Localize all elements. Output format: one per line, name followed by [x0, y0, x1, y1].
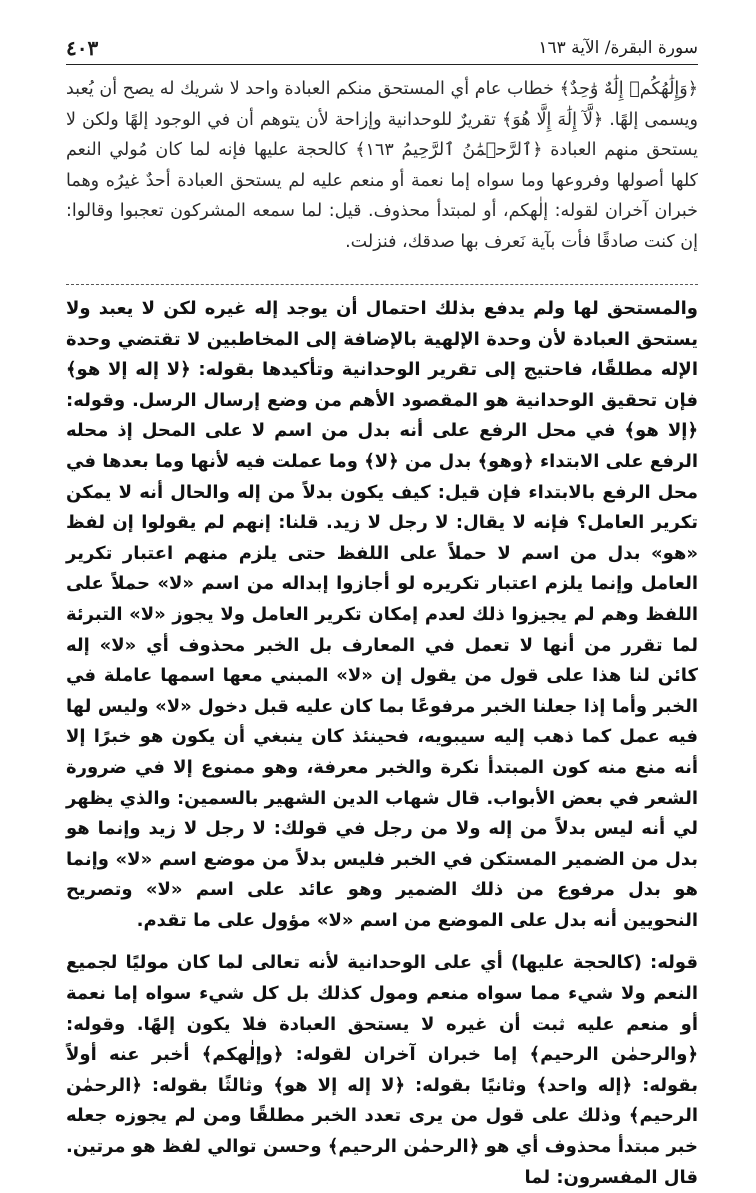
section-divider: [66, 284, 698, 285]
page-number: ٤٠٣: [66, 36, 99, 60]
running-title: سورة البقرة/ الآية ١٦٣: [538, 38, 698, 58]
gloss-paragraph-2: [66, 948, 698, 1193]
running-header: [66, 30, 698, 65]
gloss-paragraph-2-text: (كالحجة عليها) أي على الوحدانية لأنه تعالى لما كان موليًا لجميع النعم ولا شيء مما سواه منعم ومول كذلك بل كل شيء سواه إما نعمة أو منعم عليه ثبت أن غيره لا يستحق العبادة فلا يكون إلهًا. وقوله: ﴿والرحمٰن الرحيم﴾ إما خبران آخران لقوله: ﴿وإلٰهكم﴾ أخبر عنه أولاً بقوله: ﴿إله واحد﴾ وثانيًا بقوله: ﴿لا إله إلا هو﴾ وثالثًا بقوله: ﴿الرحمٰن الرحيم﴾ وذلك على قول من يرى تعدد الخبر مطلقًا ومن لم يجوزه جعله خبر مبتدأ محذوف أي هو ﴿الرحمٰن الرحيم﴾ وحسن توالي لفظ هو مرتين. قال المفسرون: لما: [66, 952, 698, 1188]
gloss-keyword: قوله:: [650, 952, 698, 974]
gloss-paragraph-1: والمستحق لها ولم يدفع بذلك احتمال أن يوجد إله غيره لكن لا يعبد ولا يستحق العبادة لأن وحدة الإلهية بالإضافة إلى المخاطبين لا تقتضي وحدة الإله مطلقًا، فاحتيج إلى تقرير الوحدانية وتأكيدها بقوله: ﴿لا إله إلا هو﴾ فإن تحقيق الوحدانية هو المقصود الأهم من وضع إرسال الرسل. وقوله: ﴿إلا هو﴾ في محل الرفع على أنه بدل من اسم لا على المحل إذ محله الرفع على الابتداء ﴿وهو﴾ بدل من ﴿لا﴾ وما عملت فيه لأنها وما بعدها في محل الرفع بالابتداء فإن قيل: كيف يكون بدلاً من إله والحال أنه لا يمكن تكرير العامل؟ فإنه لا يقال: لا رجل لا زيد. قلنا: إنهم لم يقولوا إن لفظ «هو» بدل من اسم لا حملاً على اللفظ حتى يلزم منهم اعتبار تكرير العامل وإنما يلزم اعتبار تكريره لو أجازوا إبداله من اسم «لا» حملاً على اللفظ وهم لم يجيزوا ذلك لعدم إمكان تكرير العامل ولا يجوز «لا» التبرئة لما تقرر من أنها لا تعمل في المعارف بل الخبر محذوف أي «لا» إله كائن لنا هذا على قول من يقول إن «لا» المبني معها اسمها عاملة في الخبر وأما إذا جعلنا الخبر مرفوعًا بما كان عليه قبل دخول «لا» وليس لها فيه عمل كما ذهب إليه سيبويه، فحينئذ كان ينبغي أن يكون هو خبرًا إلا أنه منع منه كون المبتدأ نكرة والخبر معرفة، وهو ممنوع إلا في ضرورة الشعر في بعض الأبواب. قال شهاب الدين الشهير بالسمين: والذي يظهر لي أنه ليس بدلاً من إله ولا من رجل في قولك: لا رجل لا زيد وإنما هو بدل من الضمير المستكن في الخبر فليس بدلاً من موضع اسم «لا» وإنما هو بدل مرفوع من ذلك الضمير وهو عائد على اسم «لا» وتصريح النحويين أنه بدل على الموضع من اسم «لا» مؤول على ما تقدم.: [66, 298, 698, 931]
base-text-paragraph: ﴿وَإِلَٰهُكُمۡ إِلَٰهٌ وَٰحِدٌ﴾ خطاب عام أي المستحق منكم العبادة واحد لا شريك له يصح أن يُعبد ويسمى إلهًا. ﴿لَّآ إِلَٰهَ إِلَّا هُوَ﴾ تقريرٌ للوحدانية وإزاحة لأن يتوهم أن في الوجود إلهًا ولكن لا يستحق منهم العبادة ﴿ٱلرَّحۡمَٰنُ ٱلرَّحِيمُ ١٦٣﴾ كالحجة عليها فإنه لما كان مُولي النعم كلها أصولها وفروعها وما سواه إما نعمة أو منعم عليه لم يستحق العبادة أحدٌ غيرُه وهما خبران آخران لقوله: إلٰهكم، أو لمبتدأ محذوف. قيل: لما سمعه المشركون تعجبوا وقالوا: إن كنت صادقًا فأت بآية نَعرف بها صدقك، فنزلت.: [66, 79, 698, 252]
commentary-base-text: [66, 74, 698, 257]
gloss-text: [66, 294, 698, 1193]
